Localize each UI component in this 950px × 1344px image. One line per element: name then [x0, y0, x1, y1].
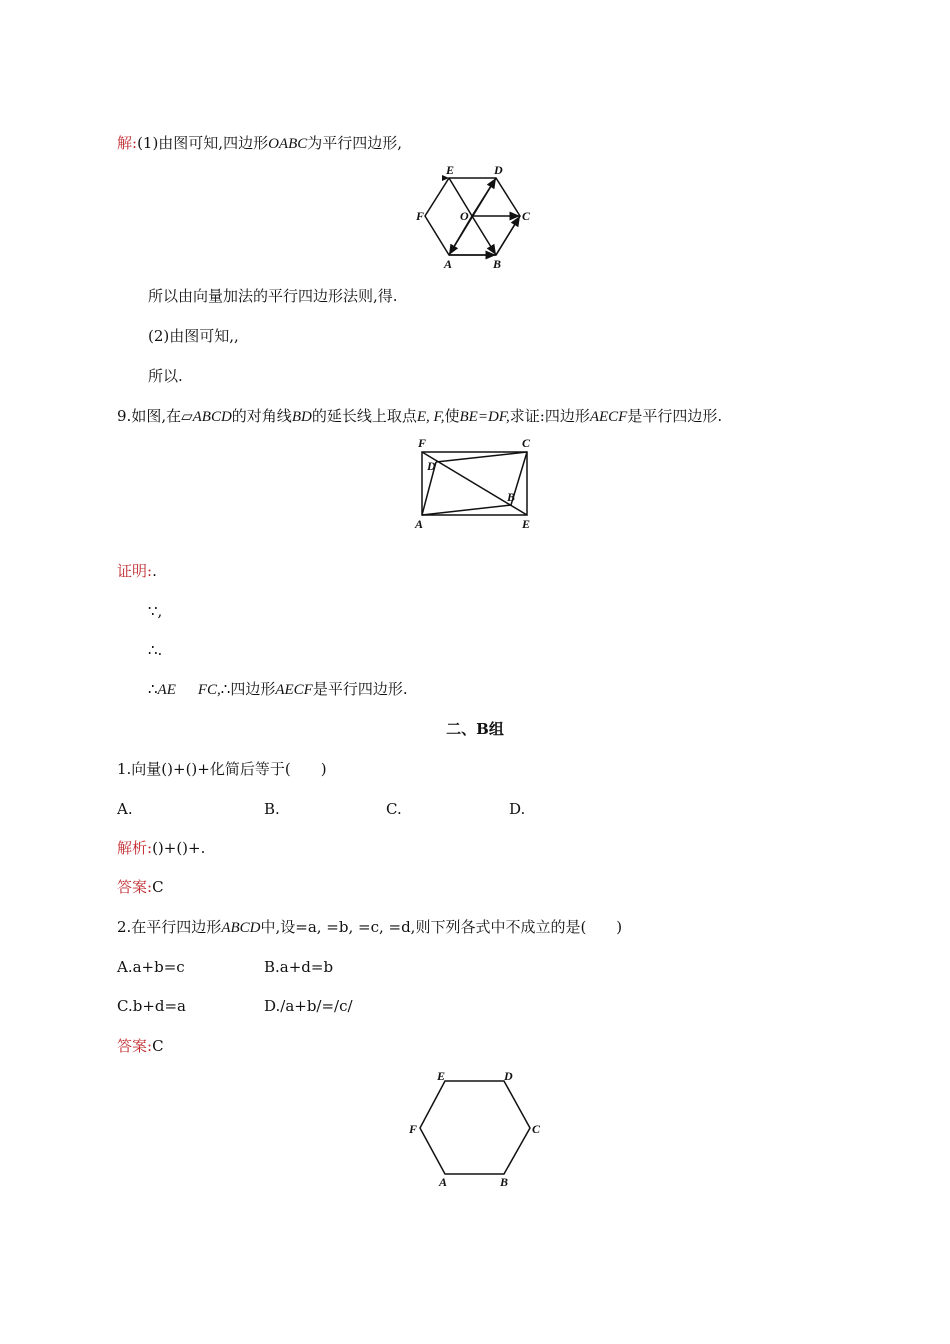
parallelogram-figure: [410, 436, 540, 536]
fig3-label-f: F: [409, 1122, 418, 1136]
fig2-label-e: E: [522, 517, 531, 531]
proof-label: 证明:: [117, 562, 153, 580]
fig3-label-d: D: [504, 1069, 513, 1083]
fig1-label-o: O: [460, 209, 469, 223]
proof-line-2: ∵,: [148, 602, 163, 620]
solution-line-4: 所以.: [148, 367, 183, 385]
fig1-label-c: C: [522, 209, 531, 223]
b2-answer: 答案:C: [117, 1037, 164, 1055]
fig3-label-b: B: [500, 1175, 509, 1189]
fig3-label-e: E: [437, 1069, 446, 1083]
b2-option-d: D./a+b/=/c/: [264, 997, 353, 1015]
b1-question: 1.向量()+()+化简后等于( ): [117, 760, 327, 778]
fig1-label-d: D: [494, 163, 503, 177]
fig2-label-f: F: [418, 436, 427, 450]
solution-label: 解:: [117, 134, 138, 152]
hexagon-figure-2: [402, 1066, 552, 1196]
solution-line-2: 所以由向量加法的平行四边形法则,得.: [148, 287, 398, 305]
fig2-label-d: D: [427, 459, 436, 473]
b1-analysis: 解析:()+()+.: [117, 839, 206, 857]
proof-line-4: ∴AE FC,∴四边形AECF是平行四边形.: [148, 680, 408, 698]
fig1-label-f: F: [416, 209, 425, 223]
solution-line-1: 解:(1)由图可知,四边形OABC为平行四边形,: [117, 134, 403, 152]
b1-option-d: D.: [509, 800, 526, 818]
solution-line-3: (2)由图可知,,: [148, 327, 239, 345]
b1-option-a: A.: [117, 800, 133, 818]
fig1-label-e: E: [446, 163, 455, 177]
fig2-label-a: A: [415, 517, 424, 531]
b1-answer: 答案:C: [117, 878, 164, 896]
proof-line-1: 证明:.: [117, 562, 157, 580]
b2-question: 2.在平行四边形ABCD中,设=a, =b, =c, =d,则下列各式中不成立的是( ): [117, 918, 623, 936]
b2-option-c: C.b+d=a: [117, 997, 186, 1015]
question-9: 9.如图,在▱ABCD的对角线BD的延长线上取点E, F,使BE=DF,求证:四边形AECF是平行四边形.: [117, 407, 723, 425]
proof-line-3: ∴.: [148, 641, 163, 659]
fig2-label-c: C: [522, 436, 531, 450]
b1-option-b: B.: [264, 800, 280, 818]
fig3-label-c: C: [532, 1122, 541, 1136]
fig2-label-b: B: [507, 490, 516, 504]
fig1-label-a: A: [444, 257, 453, 271]
b2-option-b: B.a+d=b: [264, 958, 334, 976]
hexagon-figure-1: [410, 162, 540, 272]
b2-option-a: A.a+b=c: [117, 958, 185, 976]
b1-option-c: C.: [386, 800, 402, 818]
section-heading: 二、B组: [446, 720, 504, 738]
fig1-label-b: B: [493, 257, 502, 271]
fig3-label-a: A: [439, 1175, 448, 1189]
